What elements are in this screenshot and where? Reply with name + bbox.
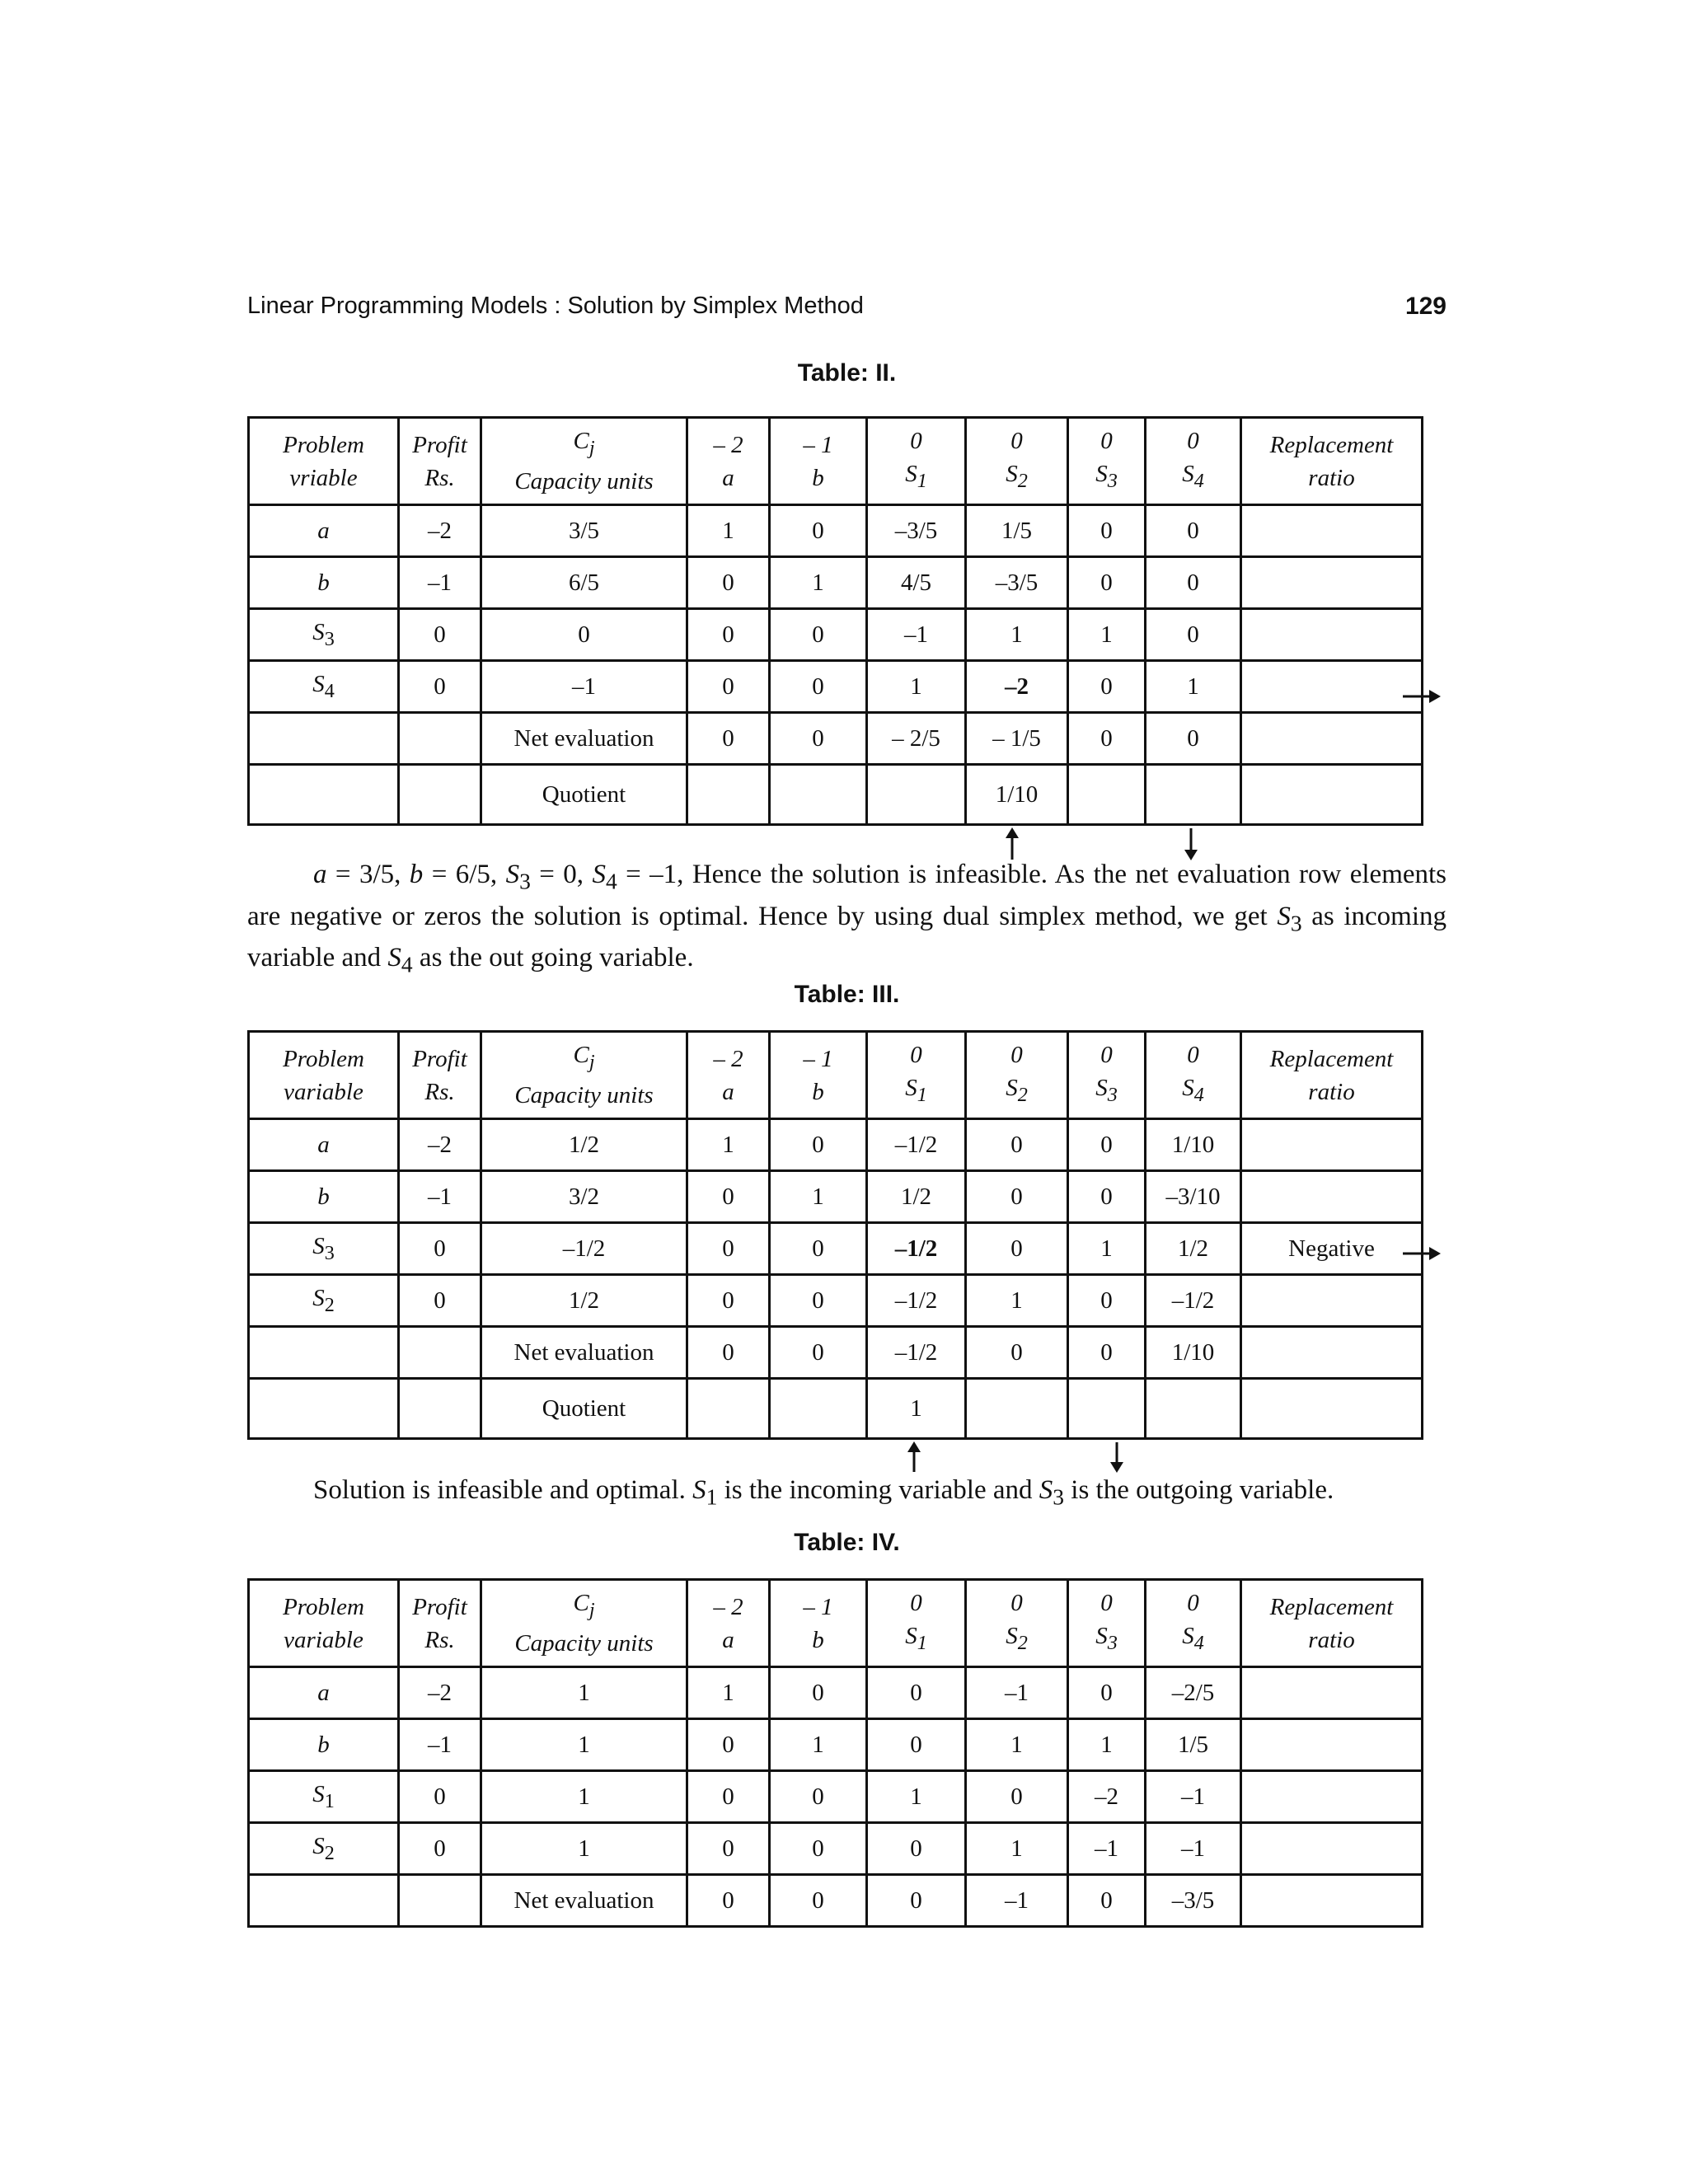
row-ratio bbox=[1241, 1823, 1423, 1875]
header-column: – 1 b bbox=[770, 418, 867, 505]
quotient-cell: 1/10 bbox=[966, 765, 1068, 825]
row-capacity: –1/2 bbox=[481, 1223, 687, 1275]
row-variable: a bbox=[249, 505, 399, 557]
row-cell: 0 bbox=[1146, 557, 1241, 609]
row-capacity: 1 bbox=[481, 1667, 687, 1719]
header-column: 0 $S_3$ bbox=[1068, 1032, 1146, 1119]
header-capacity: $C_j$ Capacity units bbox=[481, 1580, 687, 1667]
row-cell: –1/2 bbox=[867, 1275, 966, 1327]
row-cell: –3/5 bbox=[966, 557, 1068, 609]
row-capacity: 1 bbox=[481, 1719, 687, 1771]
table-3-caption: Table: III. bbox=[794, 981, 900, 1008]
row-ratio bbox=[1241, 505, 1423, 557]
row-profit: 0 bbox=[399, 1275, 481, 1327]
header-column: 0 $S_2$ bbox=[966, 1580, 1068, 1667]
header-row bbox=[249, 418, 1423, 505]
table-2-caption: Table: II. bbox=[797, 359, 897, 387]
table-row bbox=[249, 1719, 1423, 1771]
quotient-cell bbox=[966, 1379, 1068, 1439]
row-profit: 0 bbox=[399, 1223, 481, 1275]
row-cell: 0 bbox=[687, 1771, 770, 1823]
row-profit: –1 bbox=[399, 1719, 481, 1771]
row-cell: 0 bbox=[1068, 1667, 1146, 1719]
running-head-title: Linear Programming Models : Solution by Simplex Method bbox=[247, 293, 864, 319]
row-cell: 0 bbox=[770, 505, 867, 557]
row-cell: 1 bbox=[687, 1119, 770, 1171]
row-cell: 1 bbox=[1068, 1719, 1146, 1771]
running-head bbox=[247, 293, 1447, 326]
row-cell: 4/5 bbox=[867, 557, 966, 609]
row-variable: $S_1$ bbox=[249, 1771, 399, 1823]
row-cell: 0 bbox=[1146, 505, 1241, 557]
row-cell: 0 bbox=[687, 1171, 770, 1223]
row-cell: –2/5 bbox=[1146, 1667, 1241, 1719]
quotient-row bbox=[249, 1379, 1423, 1439]
incoming-column-arrow-icon bbox=[903, 1441, 925, 1474]
header-column: – 2 a bbox=[687, 1580, 770, 1667]
outgoing-row-arrow-icon bbox=[1401, 1243, 1442, 1264]
header-problem-variable: Problem variable bbox=[249, 1580, 399, 1667]
row-cell: –1 bbox=[966, 1667, 1068, 1719]
row-capacity: 3/5 bbox=[481, 505, 687, 557]
row-cell: 1/10 bbox=[1146, 1119, 1241, 1171]
header-column: 0 $S_2$ bbox=[966, 1032, 1068, 1119]
header-column: – 1 b bbox=[770, 1580, 867, 1667]
header-column: 0 $S_4$ bbox=[1146, 1580, 1241, 1667]
net-evaluation-cell: 1/10 bbox=[1146, 1327, 1241, 1379]
net-evaluation-label: Net evaluation bbox=[481, 1327, 687, 1379]
row-cell: –3/5 bbox=[867, 505, 966, 557]
simplex-table-2 bbox=[247, 416, 1423, 826]
row-cell: 0 bbox=[1068, 661, 1146, 713]
table-row bbox=[249, 1667, 1423, 1719]
row-cell: 0 bbox=[770, 1275, 867, 1327]
row-cell: –1/2 bbox=[1146, 1275, 1241, 1327]
row-variable: a bbox=[249, 1667, 399, 1719]
row-profit: 0 bbox=[399, 1823, 481, 1875]
paragraph-table-3: Solution is infeasible and optimal. $S_1$ is the incoming variable and $S_3$ is the outgoing variable. bbox=[313, 1475, 1334, 1510]
row-variable: b bbox=[249, 557, 399, 609]
row-cell: 1 bbox=[966, 609, 1068, 661]
row-profit: –2 bbox=[399, 505, 481, 557]
row-cell: 0 bbox=[966, 1171, 1068, 1223]
row-cell: 1/5 bbox=[1146, 1719, 1241, 1771]
simplex-table-3 bbox=[247, 1030, 1423, 1440]
header-column: – 2 a bbox=[687, 418, 770, 505]
row-profit: 0 bbox=[399, 661, 481, 713]
header-column: 0 $S_4$ bbox=[1146, 418, 1241, 505]
net-evaluation-cell: 0 bbox=[687, 713, 770, 765]
table-row bbox=[249, 609, 1423, 661]
quotient-label: Quotient bbox=[481, 765, 687, 825]
row-cell: 0 bbox=[687, 1223, 770, 1275]
row-cell: 0 bbox=[1068, 1119, 1146, 1171]
row-profit: 0 bbox=[399, 609, 481, 661]
row-cell: 1 bbox=[966, 1823, 1068, 1875]
row-cell: 0 bbox=[687, 1823, 770, 1875]
row-cell: 1 bbox=[770, 1171, 867, 1223]
row-cell: 0 bbox=[867, 1823, 966, 1875]
quotient-row bbox=[249, 765, 1423, 825]
row-ratio bbox=[1241, 1171, 1423, 1223]
row-ratio bbox=[1241, 1771, 1423, 1823]
row-ratio: Negative bbox=[1241, 1223, 1423, 1275]
row-cell: 0 bbox=[966, 1223, 1068, 1275]
row-cell: –1 bbox=[1068, 1823, 1146, 1875]
row-variable: a bbox=[249, 1119, 399, 1171]
row-cell: 1 bbox=[966, 1719, 1068, 1771]
row-variable: $S_2$ bbox=[249, 1275, 399, 1327]
header-capacity: $C_j$ Capacity units bbox=[481, 418, 687, 505]
table-row bbox=[249, 1823, 1423, 1875]
quotient-cell bbox=[1146, 765, 1241, 825]
net-evaluation-cell: 0 bbox=[1146, 713, 1241, 765]
net-evaluation-cell: 0 bbox=[770, 713, 867, 765]
row-profit: 0 bbox=[399, 1771, 481, 1823]
paragraph-table-2: a = 3/5, b = 6/5, $S_3 = 0$, $S_4 = -1$, Hence the solution is infeasible. As the net evaluation row elements are negative or zeros the solution is optimal. Hence by using dual simplex method, we get $S_3$ as incoming variable and $S_4$ as the out going variable. bbox=[247, 860, 1447, 977]
header-profit: Profit Rs. bbox=[399, 1032, 481, 1119]
row-ratio bbox=[1241, 1667, 1423, 1719]
simplex-table-4 bbox=[247, 1578, 1423, 1928]
header-column: 0 $S_3$ bbox=[1068, 1580, 1146, 1667]
row-capacity: 1 bbox=[481, 1823, 687, 1875]
row-capacity: 3/2 bbox=[481, 1171, 687, 1223]
row-cell: 0 bbox=[770, 1823, 867, 1875]
row-variable: $S_4$ bbox=[249, 661, 399, 713]
row-capacity: –1 bbox=[481, 661, 687, 713]
header-column: 0 $S_2$ bbox=[966, 418, 1068, 505]
table-row bbox=[249, 1119, 1423, 1171]
row-cell: 0 bbox=[770, 1223, 867, 1275]
row-profit: –1 bbox=[399, 1171, 481, 1223]
header-column: 0 $S_3$ bbox=[1068, 418, 1146, 505]
row-ratio bbox=[1241, 1275, 1423, 1327]
row-cell: 0 bbox=[1068, 1171, 1146, 1223]
row-cell: 0 bbox=[770, 1667, 867, 1719]
row-cell: 1/2 bbox=[867, 1171, 966, 1223]
table-row bbox=[249, 661, 1423, 713]
row-cell: 0 bbox=[1068, 505, 1146, 557]
header-problem-variable: Problem vriable bbox=[249, 418, 399, 505]
row-cell: 1/5 bbox=[966, 505, 1068, 557]
row-capacity: 0 bbox=[481, 609, 687, 661]
row-cell: 0 bbox=[687, 1719, 770, 1771]
row-cell: –1/2 bbox=[867, 1223, 966, 1275]
row-cell: 0 bbox=[770, 609, 867, 661]
net-evaluation-cell: 0 bbox=[1068, 713, 1146, 765]
row-cell: –2 bbox=[966, 661, 1068, 713]
row-cell: 0 bbox=[687, 609, 770, 661]
header-profit: Profit Rs. bbox=[399, 1580, 481, 1667]
row-variable: $S_3$ bbox=[249, 1223, 399, 1275]
row-cell: 0 bbox=[687, 1275, 770, 1327]
row-profit: –1 bbox=[399, 557, 481, 609]
header-column: 0 $S_1$ bbox=[867, 1580, 966, 1667]
net-evaluation-cell: – 1/5 bbox=[966, 713, 1068, 765]
row-cell: 1/2 bbox=[1146, 1223, 1241, 1275]
net-evaluation-cell: 0 bbox=[867, 1875, 966, 1927]
row-cell: 0 bbox=[687, 557, 770, 609]
row-cell: 0 bbox=[687, 661, 770, 713]
row-capacity: 1 bbox=[481, 1771, 687, 1823]
row-variable: b bbox=[249, 1171, 399, 1223]
row-cell: 0 bbox=[966, 1119, 1068, 1171]
header-row bbox=[249, 1032, 1423, 1119]
header-column: 0 $S_1$ bbox=[867, 418, 966, 505]
header-column: 0 $S_1$ bbox=[867, 1032, 966, 1119]
net-evaluation-cell: – 2/5 bbox=[867, 713, 966, 765]
row-capacity: 1/2 bbox=[481, 1119, 687, 1171]
table-row bbox=[249, 1275, 1423, 1327]
header-capacity: $C_j$ Capacity units bbox=[481, 1032, 687, 1119]
row-cell: 0 bbox=[1068, 557, 1146, 609]
row-cell: 1 bbox=[867, 1771, 966, 1823]
row-cell: –3/10 bbox=[1146, 1171, 1241, 1223]
net-evaluation-row bbox=[249, 1875, 1423, 1927]
table-row bbox=[249, 1771, 1423, 1823]
net-evaluation-cell: –1/2 bbox=[867, 1327, 966, 1379]
row-cell: –1 bbox=[1146, 1823, 1241, 1875]
table-4-caption: Table: IV. bbox=[794, 1529, 900, 1556]
row-capacity: 1/2 bbox=[481, 1275, 687, 1327]
table-row bbox=[249, 557, 1423, 609]
row-ratio bbox=[1241, 557, 1423, 609]
row-cell: –1/2 bbox=[867, 1119, 966, 1171]
row-variable: $S_3$ bbox=[249, 609, 399, 661]
row-cell: 1 bbox=[1068, 609, 1146, 661]
header-column: 0 $S_4$ bbox=[1146, 1032, 1241, 1119]
header-column: – 2 a bbox=[687, 1032, 770, 1119]
page-number: 129 bbox=[1404, 293, 1447, 320]
net-evaluation-cell: 0 bbox=[770, 1875, 867, 1927]
incoming-column-arrow-icon bbox=[1001, 827, 1023, 861]
row-cell: 1 bbox=[687, 505, 770, 557]
net-evaluation-label: Net evaluation bbox=[481, 1875, 687, 1927]
quotient-cell bbox=[1146, 1379, 1241, 1439]
header-column: – 1 b bbox=[770, 1032, 867, 1119]
net-evaluation-cell: 0 bbox=[770, 1327, 867, 1379]
row-cell: 1 bbox=[1068, 1223, 1146, 1275]
header-replacement-ratio: Replacement ratio bbox=[1241, 1032, 1423, 1119]
header-problem-variable: Problem variable bbox=[249, 1032, 399, 1119]
row-cell: 0 bbox=[1146, 609, 1241, 661]
row-cell: 0 bbox=[867, 1719, 966, 1771]
quotient-label: Quotient bbox=[481, 1379, 687, 1439]
table-row bbox=[249, 1223, 1423, 1275]
row-ratio bbox=[1241, 1119, 1423, 1171]
row-cell: 1 bbox=[966, 1275, 1068, 1327]
quotient-cell bbox=[687, 1379, 770, 1439]
row-cell: 1 bbox=[687, 1667, 770, 1719]
table-row bbox=[249, 1171, 1423, 1223]
outgoing-column-arrow-icon bbox=[1180, 827, 1202, 861]
net-evaluation-cell: –1 bbox=[966, 1875, 1068, 1927]
net-evaluation-label: Net evaluation bbox=[481, 713, 687, 765]
row-cell: –2 bbox=[1068, 1771, 1146, 1823]
net-evaluation-cell: 0 bbox=[687, 1327, 770, 1379]
net-evaluation-cell: 0 bbox=[1068, 1327, 1146, 1379]
table-row bbox=[249, 505, 1423, 557]
quotient-cell bbox=[770, 1379, 867, 1439]
row-variable: $S_2$ bbox=[249, 1823, 399, 1875]
row-profit: –2 bbox=[399, 1667, 481, 1719]
quotient-cell bbox=[1068, 765, 1146, 825]
net-evaluation-cell: 0 bbox=[687, 1875, 770, 1927]
row-capacity: 6/5 bbox=[481, 557, 687, 609]
row-cell: 0 bbox=[770, 1771, 867, 1823]
row-ratio bbox=[1241, 1719, 1423, 1771]
net-evaluation-cell: –3/5 bbox=[1146, 1875, 1241, 1927]
quotient-cell: 1 bbox=[867, 1379, 966, 1439]
row-cell: 0 bbox=[770, 661, 867, 713]
header-profit: Profit Rs. bbox=[399, 418, 481, 505]
row-cell: 0 bbox=[1068, 1275, 1146, 1327]
row-cell: 0 bbox=[867, 1667, 966, 1719]
quotient-cell bbox=[687, 765, 770, 825]
quotient-cell bbox=[770, 765, 867, 825]
row-cell: 1 bbox=[867, 661, 966, 713]
net-evaluation-row bbox=[249, 1327, 1423, 1379]
row-profit: –2 bbox=[399, 1119, 481, 1171]
row-ratio bbox=[1241, 609, 1423, 661]
row-ratio bbox=[1241, 661, 1423, 713]
row-cell: –1 bbox=[867, 609, 966, 661]
header-replacement-ratio: Replacement ratio bbox=[1241, 418, 1423, 505]
row-cell: 1 bbox=[1146, 661, 1241, 713]
quotient-cell bbox=[867, 765, 966, 825]
outgoing-row-arrow-icon bbox=[1401, 686, 1442, 707]
row-cell: –1 bbox=[1146, 1771, 1241, 1823]
quotient-cell bbox=[1068, 1379, 1146, 1439]
header-replacement-ratio: Replacement ratio bbox=[1241, 1580, 1423, 1667]
net-evaluation-cell: 0 bbox=[1068, 1875, 1146, 1927]
row-cell: 0 bbox=[966, 1771, 1068, 1823]
row-variable: b bbox=[249, 1719, 399, 1771]
row-cell: 1 bbox=[770, 557, 867, 609]
net-evaluation-row bbox=[249, 713, 1423, 765]
outgoing-column-arrow-icon bbox=[1106, 1441, 1128, 1474]
header-row bbox=[249, 1580, 1423, 1667]
row-cell: 0 bbox=[770, 1119, 867, 1171]
net-evaluation-cell: 0 bbox=[966, 1327, 1068, 1379]
row-cell: 1 bbox=[770, 1719, 867, 1771]
